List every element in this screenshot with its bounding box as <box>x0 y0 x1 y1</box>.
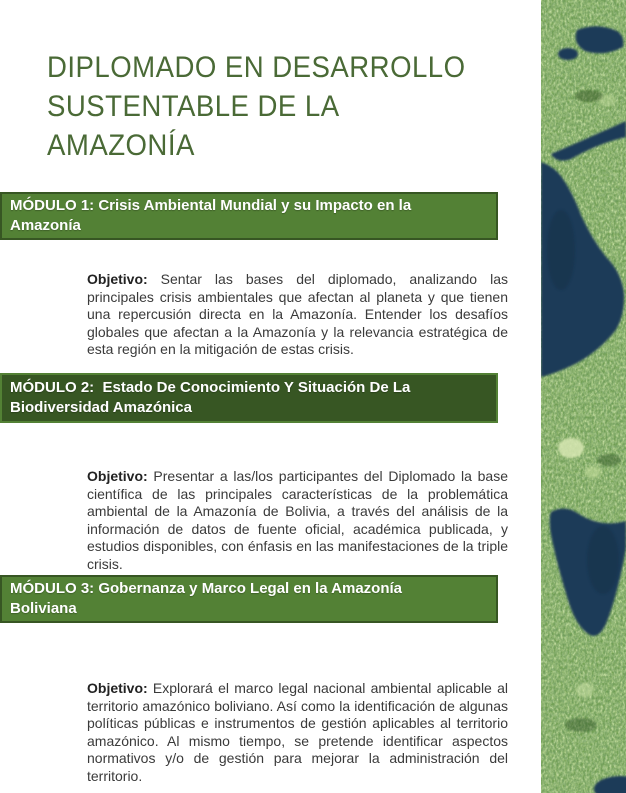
module-1-header-line: MÓDULO 1: Crisis Ambiental Mundial y su Impacto en la <box>10 197 412 214</box>
objective-label: Objetivo: <box>87 680 148 696</box>
module-3-header-line: MÓDULO 3: Gobernanza y Marco Legal en la Amazonía <box>10 580 403 597</box>
module-2-header-bar <box>0 373 498 423</box>
module-1-header-bar <box>0 192 498 240</box>
page-title-line: SUSTENTABLE DE LA <box>47 90 340 123</box>
page-title-line: AMAZONÍA <box>47 129 195 162</box>
objective-text: Sentar las bases del diplomado, analizando las principales crisis ambientales que afectan al planeta y que tienen una repercusión directa en la Amazonía. Entender los desafíos globales que afectan a la Amazonía y la relevancia estratégica de esta región en la mitigación de estas crisis. <box>87 271 508 357</box>
objective-label: Objetivo: <box>87 271 148 287</box>
objective-label: Objetivo: <box>87 468 148 484</box>
module-1-header-line: Amazonía <box>10 217 81 234</box>
page-title-line: DIPLOMADO EN DESARROLLO <box>47 51 466 84</box>
module-3-header-bar <box>0 575 498 623</box>
module-3-header-line: Boliviana <box>10 600 77 617</box>
module-2-objective <box>87 468 508 573</box>
module-1-objective <box>87 271 508 359</box>
objective-text: Presentar a las/los participantes del Diplomado la base científica de las principales características de la problemática ambiental de la Amazonía de Bolivia, a través del análisis de la información de datos de fuente oficial, académica publicada, y estudios disponibles, con énfasis en las manifestaciones de la triple crisis. <box>87 468 508 572</box>
module-2-header-line: Biodiversidad Amazónica <box>10 399 192 416</box>
page-title <box>47 48 466 165</box>
module-2-header-line: MÓDULO 2: Estado De Conocimiento Y Situación De La <box>10 379 411 396</box>
objective-text: Explorará el marco legal nacional ambiental aplicable al territorio amazónico boliviano. Así como la identificación de algunas políticas públicas e instrumentos de gestión aplicables al territorio amazónico. Al mismo tiempo, se pretende identificar aspectos normativos y/o de gestión para mejorar la administración del territorio. <box>87 680 508 784</box>
module-3-objective <box>87 680 508 785</box>
amazon-river-aerial-photo <box>541 0 626 793</box>
